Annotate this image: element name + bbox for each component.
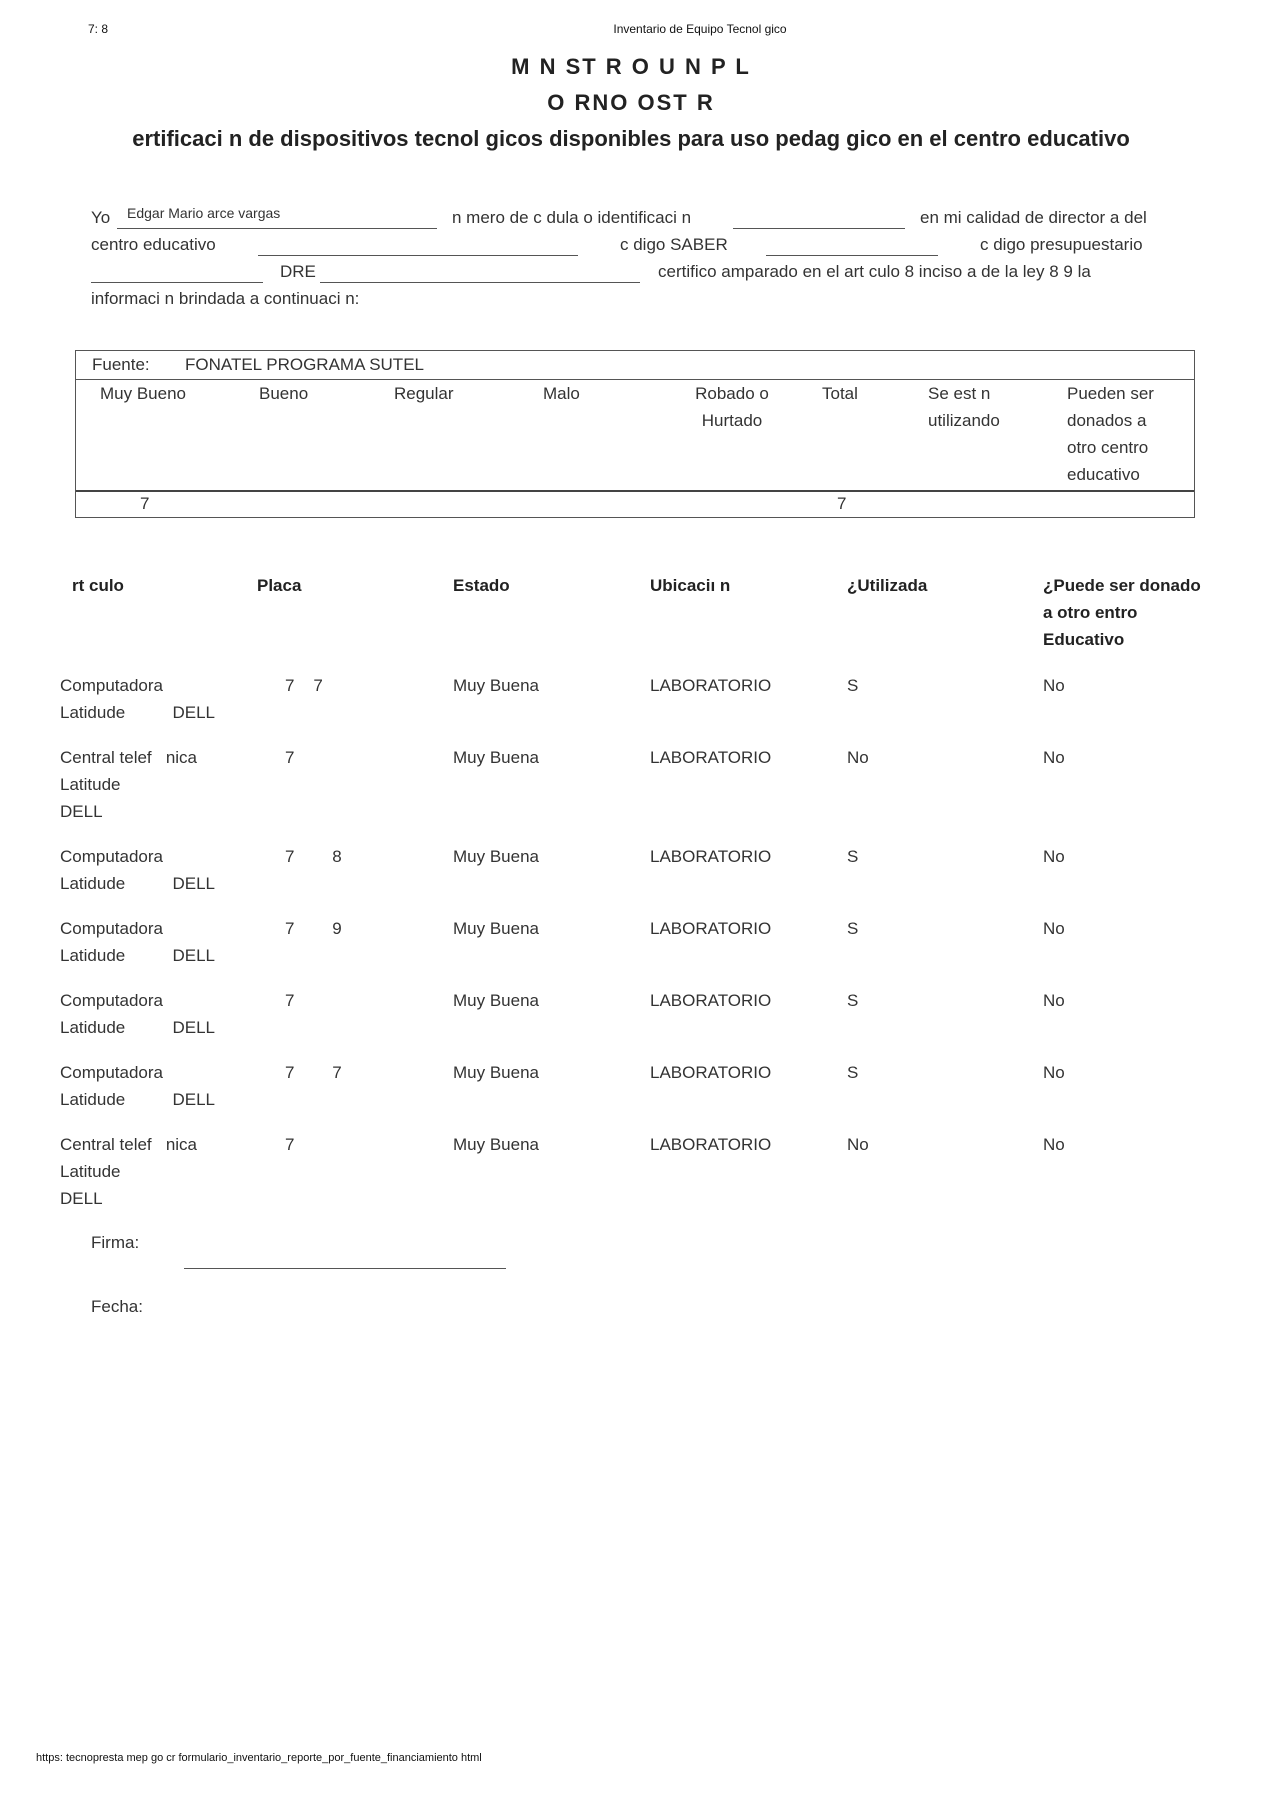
inventory-header-utilizada: ¿Utilizada bbox=[847, 576, 928, 595]
label-firma: Firma: bbox=[91, 1233, 140, 1252]
row-ubicacion: LABORATORIO bbox=[650, 676, 772, 695]
print-title: Inventario de Equipo Tecnol gico bbox=[613, 22, 787, 36]
row-donado: No bbox=[1043, 1063, 1065, 1082]
row-placa: 7 bbox=[285, 1135, 295, 1154]
inventory-header-donado: ¿Puede ser donado a otro entro Educativo bbox=[1043, 576, 1201, 649]
fuente-header-total: Total bbox=[822, 384, 858, 403]
fuente-header-divider bbox=[76, 379, 1194, 380]
fuente-header-bueno: Bueno bbox=[259, 384, 309, 403]
title-gobierno: O RNO OST R bbox=[547, 90, 715, 115]
row-ubicacion: LABORATORIO bbox=[650, 1063, 772, 1082]
row-estado: Muy Buena bbox=[453, 919, 539, 938]
fuente-values-divider bbox=[76, 490, 1194, 492]
fuente-header-malo: Malo bbox=[543, 384, 580, 403]
row-estado: Muy Buena bbox=[453, 1063, 539, 1082]
row-donado: No bbox=[1043, 676, 1065, 695]
row-articulo: Computadora Latidude DELL bbox=[60, 991, 215, 1037]
row-estado: Muy Buena bbox=[453, 676, 539, 695]
row-donado: No bbox=[1043, 919, 1065, 938]
row-articulo: Central telef nica Latitude DELL bbox=[60, 748, 198, 821]
row-articulo: Computadora Latidude DELL bbox=[60, 676, 215, 722]
fuente-header-muy-bueno: Muy Bueno bbox=[100, 384, 186, 403]
row-ubicacion: LABORATORIO bbox=[650, 847, 772, 866]
fuente-header-donados: Pueden ser donados a otro centro educativo bbox=[1067, 384, 1154, 484]
cedula-underline bbox=[733, 228, 905, 229]
fuente-label: Fuente: bbox=[92, 355, 150, 374]
label-yo: Yo bbox=[91, 208, 111, 227]
label-cedula: n mero de c dula o identificaci n bbox=[452, 208, 692, 227]
label-informacion: informaci n brindada a continuaci n: bbox=[91, 289, 360, 308]
row-estado: Muy Buena bbox=[453, 991, 539, 1010]
inventory-header-ubicacion: Ubicaciı n bbox=[650, 576, 731, 595]
row-donado: No bbox=[1043, 847, 1065, 866]
label-codigo-saber: c digo SABER bbox=[620, 235, 728, 254]
row-donado: No bbox=[1043, 1135, 1065, 1154]
fuente-value: FONATEL PROGRAMA SUTEL bbox=[185, 355, 424, 374]
dre-underline bbox=[320, 282, 640, 283]
fuente-header-robado: Robado o Hurtado bbox=[695, 384, 769, 430]
row-ubicacion: LABORATORIO bbox=[650, 748, 772, 767]
label-fecha: Fecha: bbox=[91, 1297, 143, 1316]
presupuestario-underline bbox=[91, 282, 263, 283]
row-articulo: Central telef nica Latitude DELL bbox=[60, 1135, 198, 1208]
name-underline bbox=[117, 228, 437, 229]
fuente-header-regular: Regular bbox=[394, 384, 454, 403]
row-utilizada: S bbox=[847, 919, 859, 938]
row-ubicacion: LABORATORIO bbox=[650, 991, 772, 1010]
fuente-value-muy-bueno: 7 bbox=[140, 494, 150, 513]
row-articulo: Computadora Latidude DELL bbox=[60, 847, 215, 893]
row-estado: Muy Buena bbox=[453, 1135, 539, 1154]
row-ubicacion: LABORATORIO bbox=[650, 919, 772, 938]
label-dre: DRE bbox=[280, 262, 316, 281]
label-calidad: en mi calidad de director a del bbox=[920, 208, 1147, 227]
inventory-header-placa: Placa bbox=[257, 576, 302, 595]
firma-underline bbox=[184, 1268, 506, 1269]
row-placa: 7 7 bbox=[285, 676, 323, 695]
row-utilizada: S bbox=[847, 676, 859, 695]
row-donado: No bbox=[1043, 991, 1065, 1010]
label-centro: centro educativo bbox=[91, 235, 216, 254]
centro-underline bbox=[258, 255, 578, 256]
row-placa: 7 bbox=[285, 991, 295, 1010]
row-utilizada: No bbox=[847, 748, 869, 767]
director-name-value: Edgar Mario arce vargas bbox=[127, 205, 281, 221]
saber-underline bbox=[766, 255, 938, 256]
row-placa: 7 8 bbox=[285, 847, 342, 866]
fuente-value-total: 7 bbox=[837, 494, 847, 513]
row-estado: Muy Buena bbox=[453, 748, 539, 767]
row-articulo: Computadora Latidude DELL bbox=[60, 919, 215, 965]
row-donado: No bbox=[1043, 748, 1065, 767]
row-placa: 7 bbox=[285, 748, 295, 767]
row-ubicacion: LABORATORIO bbox=[650, 1135, 772, 1154]
row-utilizada: S bbox=[847, 1063, 859, 1082]
row-articulo: Computadora Latidude DELL bbox=[60, 1063, 215, 1109]
row-estado: Muy Buena bbox=[453, 847, 539, 866]
row-utilizada: No bbox=[847, 1135, 869, 1154]
label-certifico: certifico amparado en el art culo 8 inciso a de la ley 8 9 la bbox=[658, 262, 1091, 281]
row-utilizada: S bbox=[847, 991, 859, 1010]
fuente-header-utilizando: Se est n utilizando bbox=[928, 384, 1000, 430]
inventory-header-articulo: rt culo bbox=[72, 576, 124, 595]
title-ministerio: M N ST R O U N P L bbox=[511, 54, 751, 79]
row-placa: 7 7 bbox=[285, 1063, 342, 1082]
document-title: ertificaci n de dispositivos tecnol gicos disponibles para uso pedag gico en el centro educativo bbox=[132, 126, 1130, 151]
label-codigo-presupuestario: c digo presupuestario bbox=[980, 235, 1143, 254]
print-time: 7: 8 bbox=[88, 22, 109, 36]
row-placa: 7 9 bbox=[285, 919, 342, 938]
row-utilizada: S bbox=[847, 847, 859, 866]
print-url: https: tecnopresta mep go cr formulario_inventario_reporte_por_fuente_financiamiento html bbox=[36, 1752, 482, 1764]
inventory-header-estado: Estado bbox=[453, 576, 510, 595]
